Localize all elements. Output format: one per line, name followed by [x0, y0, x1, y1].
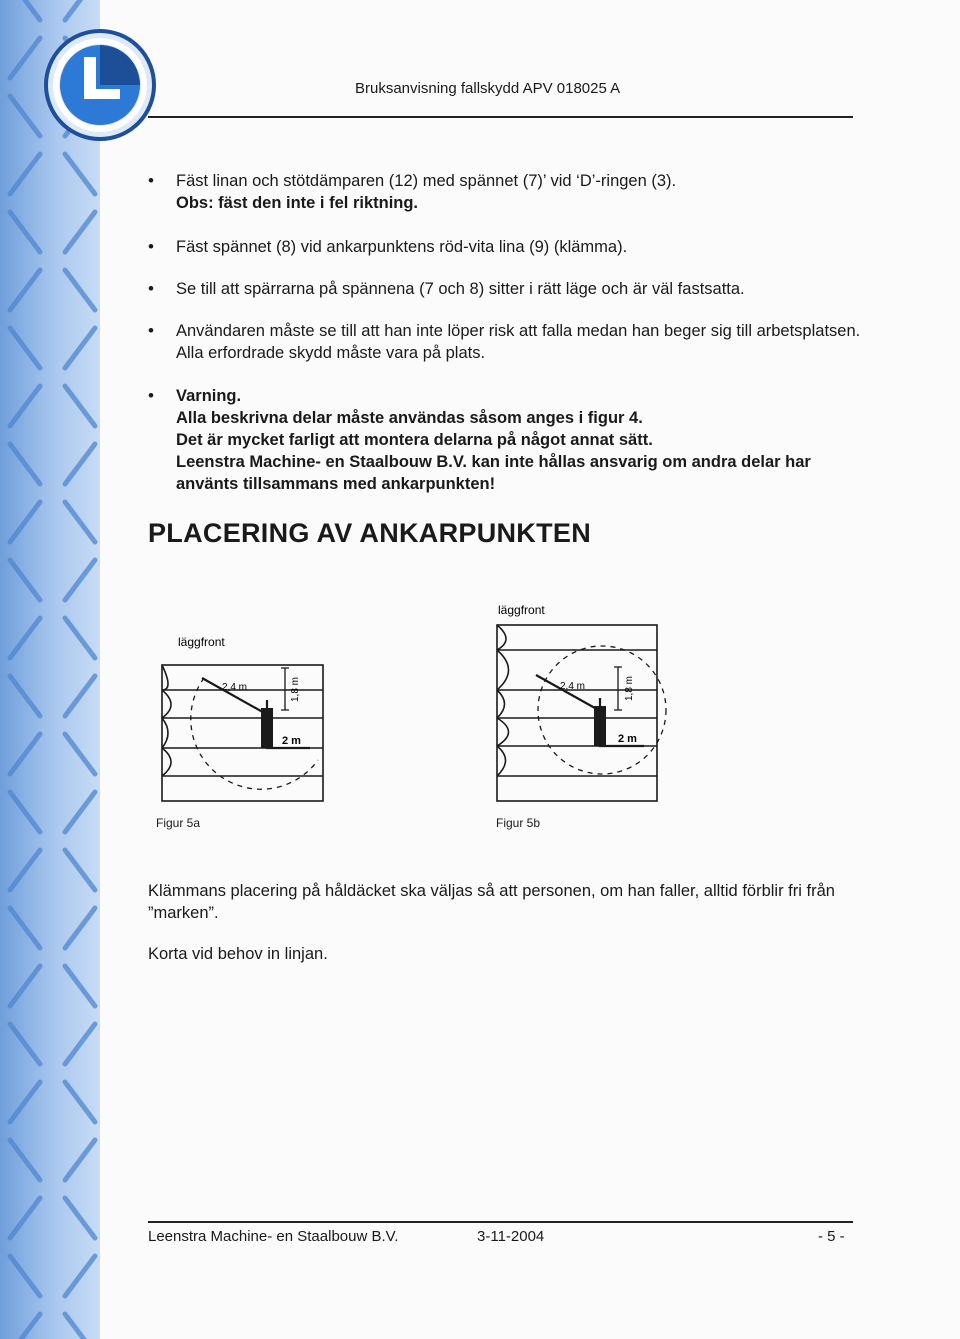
tread-mark — [10, 38, 40, 78]
footer-company: Leenstra Machine- en Staalbouw B.V. — [148, 1228, 399, 1245]
tread-mark — [10, 444, 40, 484]
bullet-text: Fäst linan och stötdämparen (12) med spännet (7)’ vid ‘D’-ringen (3). — [176, 172, 677, 190]
tread-mark — [65, 908, 95, 948]
tread-plate-pattern — [0, 0, 100, 1339]
bullet-text: Fäst spännet (8) vid ankarpunktens röd-vita lina (9) (klämma). — [176, 238, 628, 256]
figure-label: läggfront — [178, 635, 225, 649]
tread-mark — [10, 850, 40, 890]
tread-mark — [10, 618, 40, 658]
dimension-vertical: 1,8 m — [624, 675, 635, 701]
tread-mark — [65, 792, 95, 832]
body-paragraph: Klämmans placering på håldäcket ska väljas så att personen, om han faller, alltid förblir fri från ”marken”. — [148, 882, 835, 922]
tread-mark — [10, 966, 40, 1006]
bullet-note: Obs: fäst den inte i fel riktning. — [176, 194, 419, 212]
tread-mark — [65, 386, 95, 426]
dimension-vertical: 1,8 m — [290, 676, 301, 702]
tread-mark — [10, 0, 40, 20]
figure-5b — [490, 600, 680, 830]
figure-caption: Figur 5b — [496, 816, 541, 830]
tread-mark — [65, 444, 95, 484]
tread-mark — [10, 386, 40, 426]
tread-mark — [10, 270, 40, 310]
figure-5b-drawing — [490, 600, 680, 805]
figure-5a — [150, 630, 340, 830]
tread-mark — [65, 850, 95, 890]
tread-mark — [10, 502, 40, 542]
warning-title: • Varning. — [176, 387, 242, 405]
tread-mark — [65, 618, 95, 658]
tread-mark — [65, 1314, 95, 1339]
tread-mark — [65, 154, 95, 194]
tread-mark — [10, 560, 40, 600]
bullet-text: Användaren måste se till att han inte löper risk att falla medan han beger sig till arbetsplatsen. Alla erfordrade skydd måste vara på plats. — [176, 322, 861, 362]
decorative-sidebar — [0, 0, 100, 1339]
figure-5a-drawing — [150, 630, 340, 805]
section-title: PLACERING AV ANKARPUNKTEN — [148, 518, 592, 548]
tread-mark — [65, 212, 95, 252]
tread-mark — [10, 676, 40, 716]
list-item — [148, 278, 863, 300]
tread-mark — [10, 1198, 40, 1238]
footer-page: - 5 - — [818, 1228, 845, 1245]
dimension-horizontal: 2 m — [282, 735, 301, 747]
warning-line: Alla beskrivna delar måste användas såsom anges i figur 4. — [176, 409, 643, 427]
tread-mark — [10, 212, 40, 252]
tread-mark — [10, 1140, 40, 1180]
company-logo — [40, 25, 160, 145]
list-item — [148, 236, 863, 258]
tread-mark — [10, 908, 40, 948]
footer-date: 3-11-2004 — [477, 1228, 545, 1245]
figure-caption: Figur 5a — [156, 816, 201, 830]
tread-mark — [10, 1024, 40, 1064]
warning-line: Leenstra Machine- en Staalbouw B.V. kan inte hållas ansvarig om andra delar har använts tillsammans med ankarpunkten! — [176, 453, 811, 493]
header-rule — [148, 116, 853, 118]
list-item — [148, 170, 863, 214]
tread-mark — [65, 1140, 95, 1180]
list-item — [148, 320, 863, 364]
tread-mark — [65, 966, 95, 1006]
dimension-diagonal: 2,4 m — [560, 681, 586, 692]
tread-mark — [10, 1082, 40, 1122]
tread-mark — [65, 1198, 95, 1238]
body-paragraph: Korta vid behov in linjan. — [148, 945, 328, 963]
footer-rule — [148, 1221, 853, 1223]
tread-mark — [10, 792, 40, 832]
dimension-horizontal: 2 m — [618, 733, 637, 745]
figure-label: läggfront — [498, 603, 545, 617]
tread-mark — [65, 734, 95, 774]
tread-mark — [10, 96, 40, 136]
tread-mark — [65, 1082, 95, 1122]
tread-mark — [65, 1256, 95, 1296]
tread-mark — [65, 0, 95, 20]
tread-mark — [65, 560, 95, 600]
tread-mark — [65, 502, 95, 542]
tread-mark — [65, 270, 95, 310]
tread-mark — [65, 328, 95, 368]
tread-mark — [65, 676, 95, 716]
bullet-text: Se till att spärrarna på spännena (7 och 8) sitter i rätt läge och är väl fastsatta. — [176, 280, 745, 298]
warning-item — [148, 385, 863, 495]
header-title: Bruksanvisning fallskydd APV 018025 A — [355, 80, 621, 97]
tread-mark — [10, 154, 40, 194]
tread-mark — [10, 328, 40, 368]
tread-mark — [10, 734, 40, 774]
tread-mark — [65, 1024, 95, 1064]
tread-mark — [10, 1314, 40, 1339]
dimension-diagonal: 2,4 m — [222, 682, 248, 693]
tread-mark — [10, 1256, 40, 1296]
instruction-list — [148, 170, 863, 495]
warning-line: Det är mycket farligt att montera delarna på något annat sätt. — [176, 431, 653, 449]
